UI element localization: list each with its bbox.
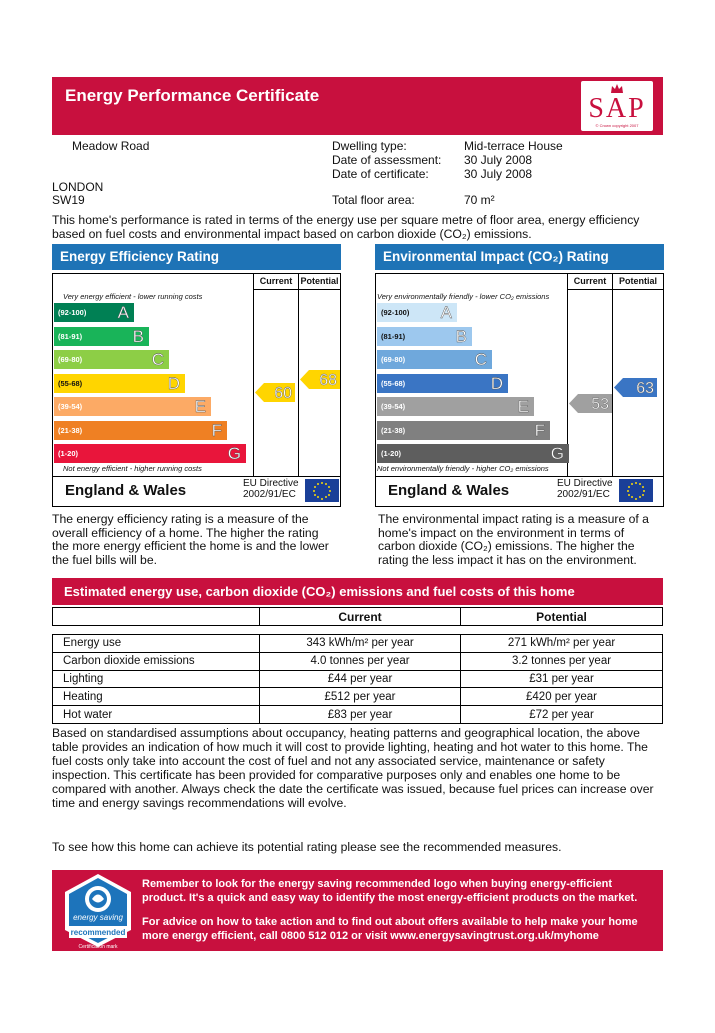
energy-saving-banner — [52, 870, 663, 951]
banner-advice-text: For advice on how to take action and to find out about offers available to help make your home more energy efficient, call 0800 512 012 or visit www.energysavingtrust.org.uk/myhome — [142, 916, 638, 942]
estimates-potential-header: Potential — [461, 608, 663, 626]
rating-band-letter: C — [151, 350, 164, 369]
cost-potential: 3.2 tonnes per year — [461, 652, 663, 670]
assumptions-paragraph: Based on standardised assumptions about occupancy, heating patterns and geographical location, the above table provides an indication of how much it will cost to provide lighting, heating and hot water to this home. The fuel costs only take into account the cost of fuel and not any associated service, maintenance or safety inspection. This certificate has been provided for comparative purposes only and enables one home to be compared with another. Always check the date the certificate was issued, because fuel prices can increase over time and energy savings recommendations will evolve. — [52, 726, 654, 810]
rating-band-letter: G — [550, 444, 564, 463]
cost-label: Energy use — [53, 635, 260, 653]
environmental-chart — [375, 273, 664, 507]
rating-band-letter: F — [211, 420, 222, 440]
floor-area-value: 70 m² — [464, 193, 495, 207]
environmental-potential-header: Potential — [618, 276, 657, 286]
estimates-table — [52, 607, 663, 724]
rating-band-e — [377, 397, 534, 416]
efficiency-bottom-caption: Not energy efficient - higher running costs — [63, 464, 202, 473]
sap-logo-text: SAP — [588, 93, 646, 124]
rating-band-range: (55-68) — [58, 378, 83, 388]
rating-band-letter: F — [534, 420, 545, 440]
cost-label: Carbon dioxide emissions — [53, 652, 260, 670]
environmental-country: England & Wales — [388, 482, 510, 499]
rating-band-letter: E — [517, 397, 529, 416]
rating-band-c — [54, 350, 169, 369]
rating-band-letter: E — [194, 397, 206, 416]
table-row — [53, 635, 663, 653]
cost-label: Lighting — [53, 670, 260, 688]
rating-band-range: (92-100) — [381, 308, 410, 317]
rating-band-letter: D — [167, 373, 180, 393]
rating-band-range: (1-20) — [381, 449, 402, 458]
cost-current: £44 per year — [260, 670, 461, 688]
rating-band-e — [54, 397, 211, 416]
cost-current: 343 kWh/m² per year — [260, 635, 461, 653]
efficiency-eu-directive: EU Directive 2002/91/EC — [243, 478, 299, 500]
rating-band-range: (21-38) — [58, 425, 83, 435]
table-row — [53, 706, 663, 724]
rating-band-range: (55-68) — [381, 378, 406, 388]
rating-band-g — [54, 444, 246, 463]
table-row — [53, 670, 663, 688]
environmental-top-caption: Very environmentally friendly - lower CO₂ emissions — [377, 292, 550, 301]
rating-band-letter: B — [132, 326, 144, 346]
sap-copyright: © Crown copyright 2007 — [595, 123, 639, 128]
estimates-title: Estimated energy use, carbon dioxide (CO₂) emissions and fuel costs of this home — [52, 578, 663, 605]
dwelling-type-label: Dwelling type: — [332, 139, 407, 153]
efficiency-current-rating-value: 60 — [274, 384, 292, 402]
advice-website-link[interactable]: www.energysavingtrust.org.uk/myhome — [390, 930, 599, 942]
certificate-date-value: 30 July 2008 — [464, 167, 533, 181]
cost-potential: £420 per year — [461, 688, 663, 706]
environmental-current-header: Current — [573, 276, 607, 286]
rating-band-range: (69-80) — [58, 355, 83, 364]
efficiency-potential-rating-value: 68 — [319, 371, 337, 389]
energy-efficiency-panel — [52, 244, 341, 507]
assessment-date-label: Date of assessment: — [332, 153, 442, 167]
cost-label: Heating — [53, 688, 260, 706]
rating-band-d — [54, 374, 185, 393]
table-row — [53, 688, 663, 706]
environmental-title: Environmental Impact (CO₂) Rating — [375, 244, 664, 270]
efficiency-current-rating-arrow — [255, 383, 295, 402]
environmental-impact-panel — [375, 244, 664, 507]
address-city: LONDON — [52, 180, 104, 194]
dwelling-type-value: Mid-terrace House — [464, 139, 563, 153]
rating-band-range: (92-100) — [58, 308, 87, 317]
rating-band-c — [377, 350, 492, 369]
rating-band-letter: C — [474, 350, 487, 369]
rating-band-letter: A — [117, 303, 129, 322]
efficiency-chart — [52, 273, 341, 507]
rating-band-a — [54, 303, 134, 322]
rating-band-f — [54, 421, 227, 440]
rating-band-f — [377, 421, 550, 440]
page-title: Energy Performance Certificate — [65, 86, 320, 105]
cost-label: Hot water — [53, 706, 260, 724]
assessment-date-value: 30 July 2008 — [464, 153, 533, 167]
efficiency-current-header: Current — [259, 276, 293, 286]
environmental-potential-rating-value: 63 — [636, 379, 654, 397]
cost-potential: 271 kWh/m² per year — [461, 635, 663, 653]
cost-current: 4.0 tonnes per year — [260, 652, 461, 670]
rating-band-range: (39-54) — [58, 402, 83, 411]
efficiency-potential-header: Potential — [300, 276, 339, 286]
rating-band-b — [54, 327, 149, 346]
svg-text:Certification mark: Certification mark — [78, 944, 118, 949]
estimates-current-header: Current — [260, 608, 461, 626]
rating-band-range: (1-20) — [58, 449, 79, 458]
cost-current: £512 per year — [260, 688, 461, 706]
address-street: Meadow Road — [72, 139, 150, 153]
efficiency-title: Energy Efficiency Rating — [52, 244, 341, 270]
environmental-current-rating-arrow — [569, 394, 612, 413]
environmental-current-rating-value: 53 — [591, 396, 609, 414]
environmental-eu-directive: EU Directive 2002/91/EC — [557, 478, 613, 500]
eu-flag-icon — [619, 479, 653, 502]
rating-band-letter: D — [490, 373, 503, 393]
efficiency-top-caption: Very energy efficient - lower running costs — [63, 292, 203, 301]
rating-band-d — [377, 374, 508, 393]
environmental-potential-rating-arrow — [614, 378, 657, 397]
floor-area-label: Total floor area: — [332, 193, 415, 207]
rating-band-g — [377, 444, 569, 463]
advice-phone-number: 0800 512 012 — [280, 930, 349, 942]
certificate-date-label: Date of certificate: — [332, 167, 429, 181]
cost-current: £83 per year — [260, 706, 461, 724]
cost-potential: £72 per year — [461, 706, 663, 724]
rating-band-b — [377, 327, 472, 346]
sap-logo — [581, 81, 653, 131]
rating-band-range: (69-80) — [381, 355, 406, 364]
certificate-header — [52, 77, 663, 135]
cost-potential: £31 per year — [461, 670, 663, 688]
environmental-bottom-caption: Not environmentally friendly - higher CO₂ emissions — [377, 464, 549, 473]
environmental-description: The environmental impact rating is a measure of a home's impact on the environment in terms of carbon dioxide (CO₂) emissions. The higher the rating the less impact it has on the environment. — [378, 512, 649, 567]
efficiency-country: England & Wales — [65, 482, 187, 499]
rating-band-range: (81-91) — [381, 331, 406, 341]
see-measures-text: To see how this home can achieve its potential rating please see the recommended measures. — [52, 840, 562, 854]
address-postcode: SW19 — [52, 193, 85, 207]
table-row — [53, 652, 663, 670]
rating-band-a — [377, 303, 457, 322]
rating-band-range: (81-91) — [58, 331, 83, 341]
rating-band-letter: B — [455, 326, 467, 346]
rating-band-range: (21-38) — [381, 425, 406, 435]
svg-text:recommended: recommended — [70, 928, 126, 937]
intro-text: This home's performance is rated in terms of the energy use per square metre of floor area, energy efficiency based on fuel costs and environmental impact based on carbon dioxide (CO₂) emissions. — [52, 213, 640, 241]
efficiency-potential-rating-arrow — [300, 370, 340, 389]
energy-saving-recommended-logo — [59, 872, 137, 949]
svg-text:energy saving: energy saving — [73, 913, 123, 922]
eu-flag-icon — [305, 479, 339, 502]
rating-band-range: (39-54) — [381, 402, 406, 411]
rating-band-letter: G — [227, 444, 241, 463]
banner-remember-text: Remember to look for the energy saving recommended logo when buying energy-efficient product. It's a quick and easy way to identify the most energy-efficient products on the market. — [142, 878, 638, 904]
efficiency-description: The energy efficiency rating is a measure of the overall efficiency of a home. The higher the rating the more energy efficient the home is and the lower the fuel bills will be. — [52, 512, 329, 567]
rating-band-letter: A — [440, 303, 452, 322]
